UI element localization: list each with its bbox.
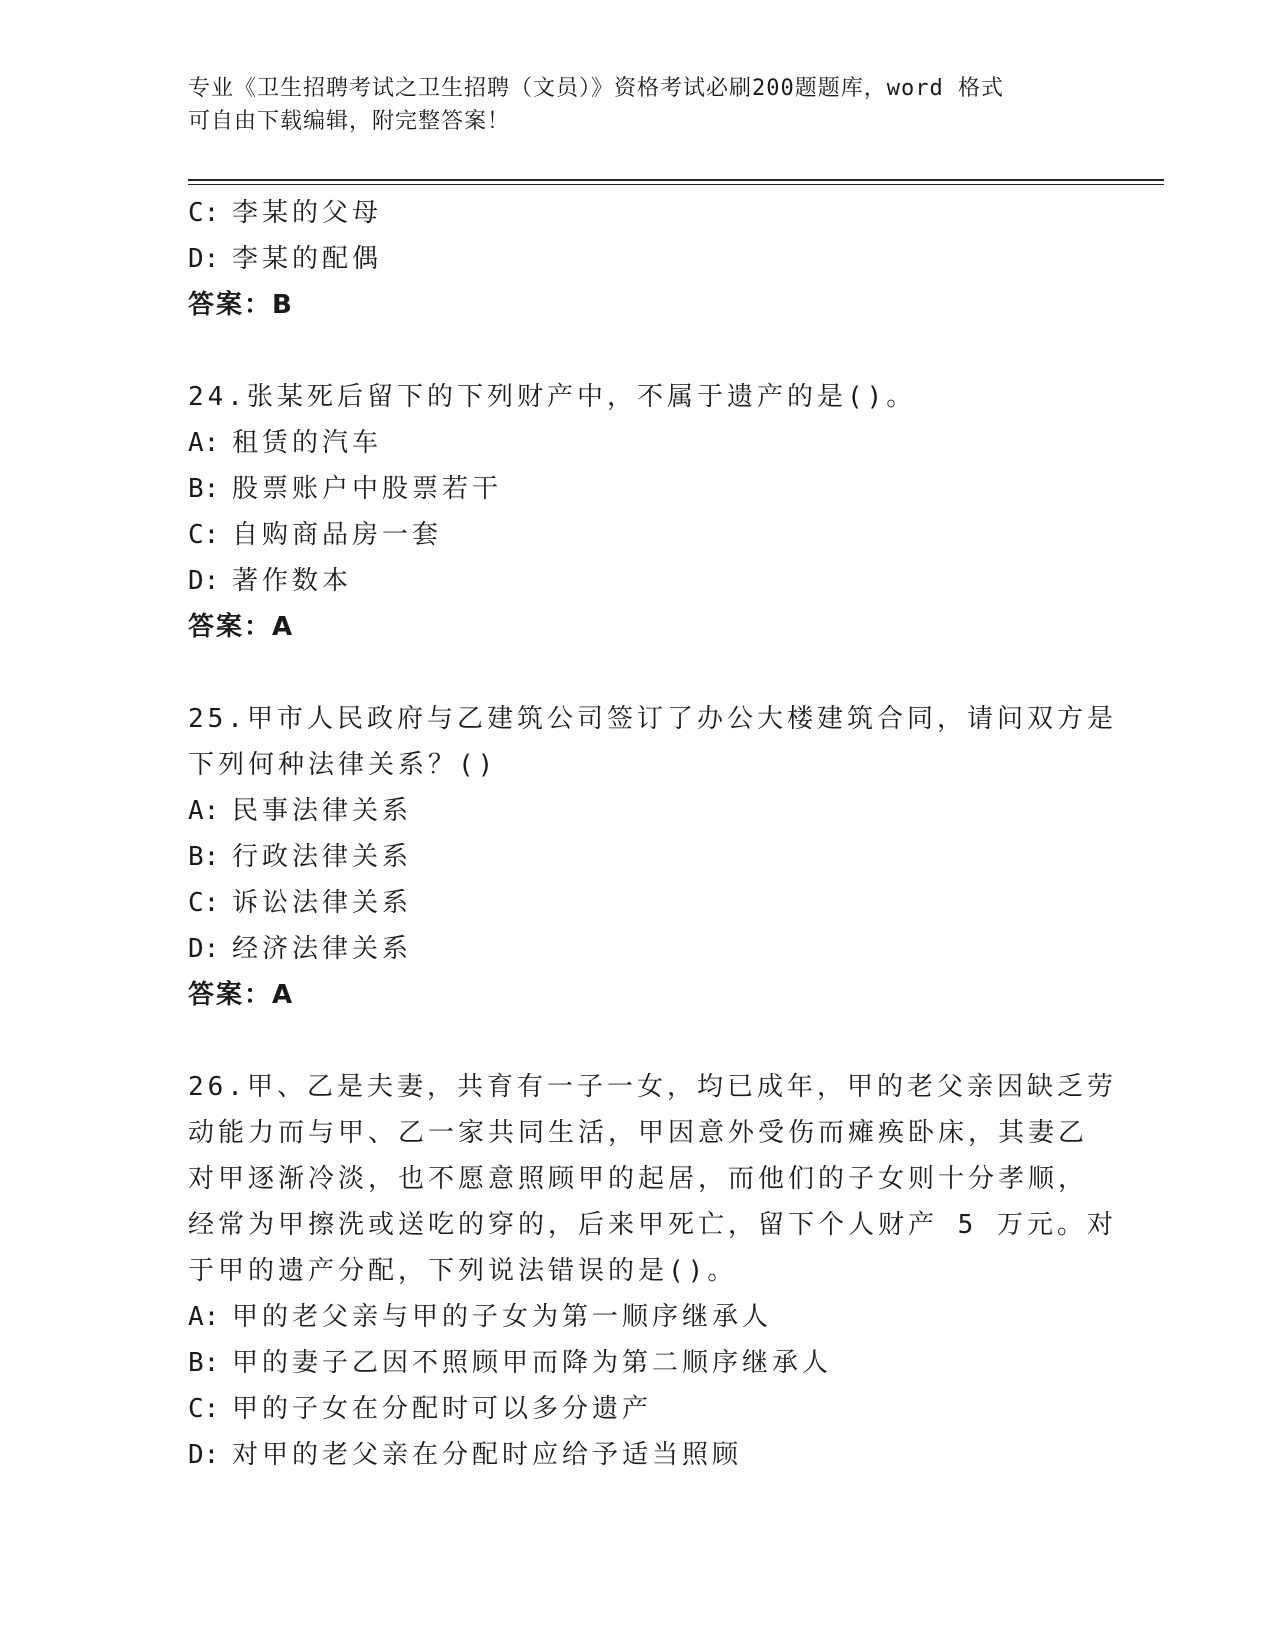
option-prefix: C: — [188, 888, 220, 918]
option-a — [188, 788, 1088, 834]
option-prefix: D: — [188, 244, 220, 274]
document-header — [188, 72, 1068, 138]
option-text: 李某的父母 — [232, 198, 383, 228]
header-line-2: 可自由下载编辑，附完整答案！ — [188, 109, 511, 134]
option-text: 对甲的老父亲在分配时应给予适当照顾 — [232, 1440, 743, 1470]
option-prefix: B: — [188, 474, 220, 504]
question-stem — [188, 696, 1117, 788]
option-prefix: A: — [188, 428, 220, 458]
spacer — [188, 328, 1088, 374]
spacer — [188, 1018, 1088, 1064]
option-c — [188, 880, 1088, 926]
option-text: 甲的老父亲与甲的子女为第一顺序继承人 — [232, 1302, 773, 1332]
option-a — [188, 1294, 1088, 1340]
option-a — [188, 420, 1088, 466]
option-c — [188, 1386, 1088, 1432]
option-b — [188, 466, 1088, 512]
option-text: 经济法律关系 — [232, 934, 413, 964]
question-stem — [188, 1064, 1117, 1294]
option-d — [188, 1432, 1088, 1478]
prev-question-block — [188, 190, 1088, 328]
question-stem-line: 26.甲、乙是夫妻，共育有一子一女，均已成年，甲的老父亲因缺乏劳 — [188, 1072, 1117, 1102]
option-prefix: C: — [188, 520, 220, 550]
option-text: 李某的配偶 — [232, 244, 383, 274]
option-b — [188, 834, 1088, 880]
question-26 — [188, 1064, 1117, 1478]
option-prefix: B: — [188, 842, 220, 872]
option-d — [188, 236, 1088, 282]
answer-line: 答案：B — [188, 290, 294, 320]
option-text: 诉讼法律关系 — [232, 888, 413, 918]
question-stem-line: 经常为甲擦洗或送吃的穿的，后来甲死亡，留下个人财产 5 万元。对 — [188, 1210, 1117, 1240]
header-divider-thin — [188, 184, 1164, 185]
option-text: 股票账户中股票若干 — [232, 474, 503, 504]
spacer — [188, 650, 1088, 696]
option-prefix: A: — [188, 1302, 220, 1332]
option-prefix: C: — [188, 198, 220, 228]
option-prefix: D: — [188, 1440, 220, 1470]
question-content — [188, 190, 1117, 1478]
question-stem-line: 25.甲市人民政府与乙建筑公司签订了办公大楼建筑合同，请问双方是 — [188, 704, 1117, 734]
option-b — [188, 1340, 1088, 1386]
option-c — [188, 512, 1088, 558]
option-text: 民事法律关系 — [232, 796, 413, 826]
option-prefix: C: — [188, 1394, 220, 1424]
option-text: 著作数本 — [232, 566, 353, 596]
option-text: 甲的子女在分配时可以多分遗产 — [232, 1394, 653, 1424]
option-prefix: A: — [188, 796, 220, 826]
question-stem-line: 动能力而与甲、乙一家共同生活，甲因意外受伤而瘫痪卧床，其妻乙 — [188, 1118, 1089, 1148]
option-prefix: D: — [188, 566, 220, 596]
option-text: 甲的妻子乙因不照顾甲而降为第二顺序继承人 — [232, 1348, 833, 1378]
question-stem — [188, 374, 1088, 420]
answer-line: 答案：A — [188, 612, 295, 642]
option-prefix: D: — [188, 934, 220, 964]
question-stem-line: 24.张某死后留下的下列财产中，不属于遗产的是()。 — [188, 382, 917, 412]
option-text: 行政法律关系 — [232, 842, 413, 872]
option-c — [188, 190, 1088, 236]
option-text: 租赁的汽车 — [232, 428, 383, 458]
question-stem-line: 对甲逐渐冷淡，也不愿意照顾甲的起居，而他们的子女则十分孝顺， — [188, 1164, 1089, 1194]
answer-line: 答案：A — [188, 980, 295, 1010]
header-divider — [188, 179, 1164, 181]
option-d — [188, 558, 1088, 604]
question-stem-line: 下列何种法律关系？() — [188, 750, 498, 780]
option-prefix: B: — [188, 1348, 220, 1378]
question-25 — [188, 696, 1117, 1018]
option-text: 自购商品房一套 — [232, 520, 443, 550]
option-d — [188, 926, 1088, 972]
question-stem-line: 于甲的遗产分配，下列说法错误的是()。 — [188, 1256, 738, 1286]
question-24 — [188, 374, 1088, 650]
header-line-1: 专业《卫生招聘考试之卫生招聘（文员）》资格考试必刷200题题库，word 格式 — [188, 76, 1004, 101]
